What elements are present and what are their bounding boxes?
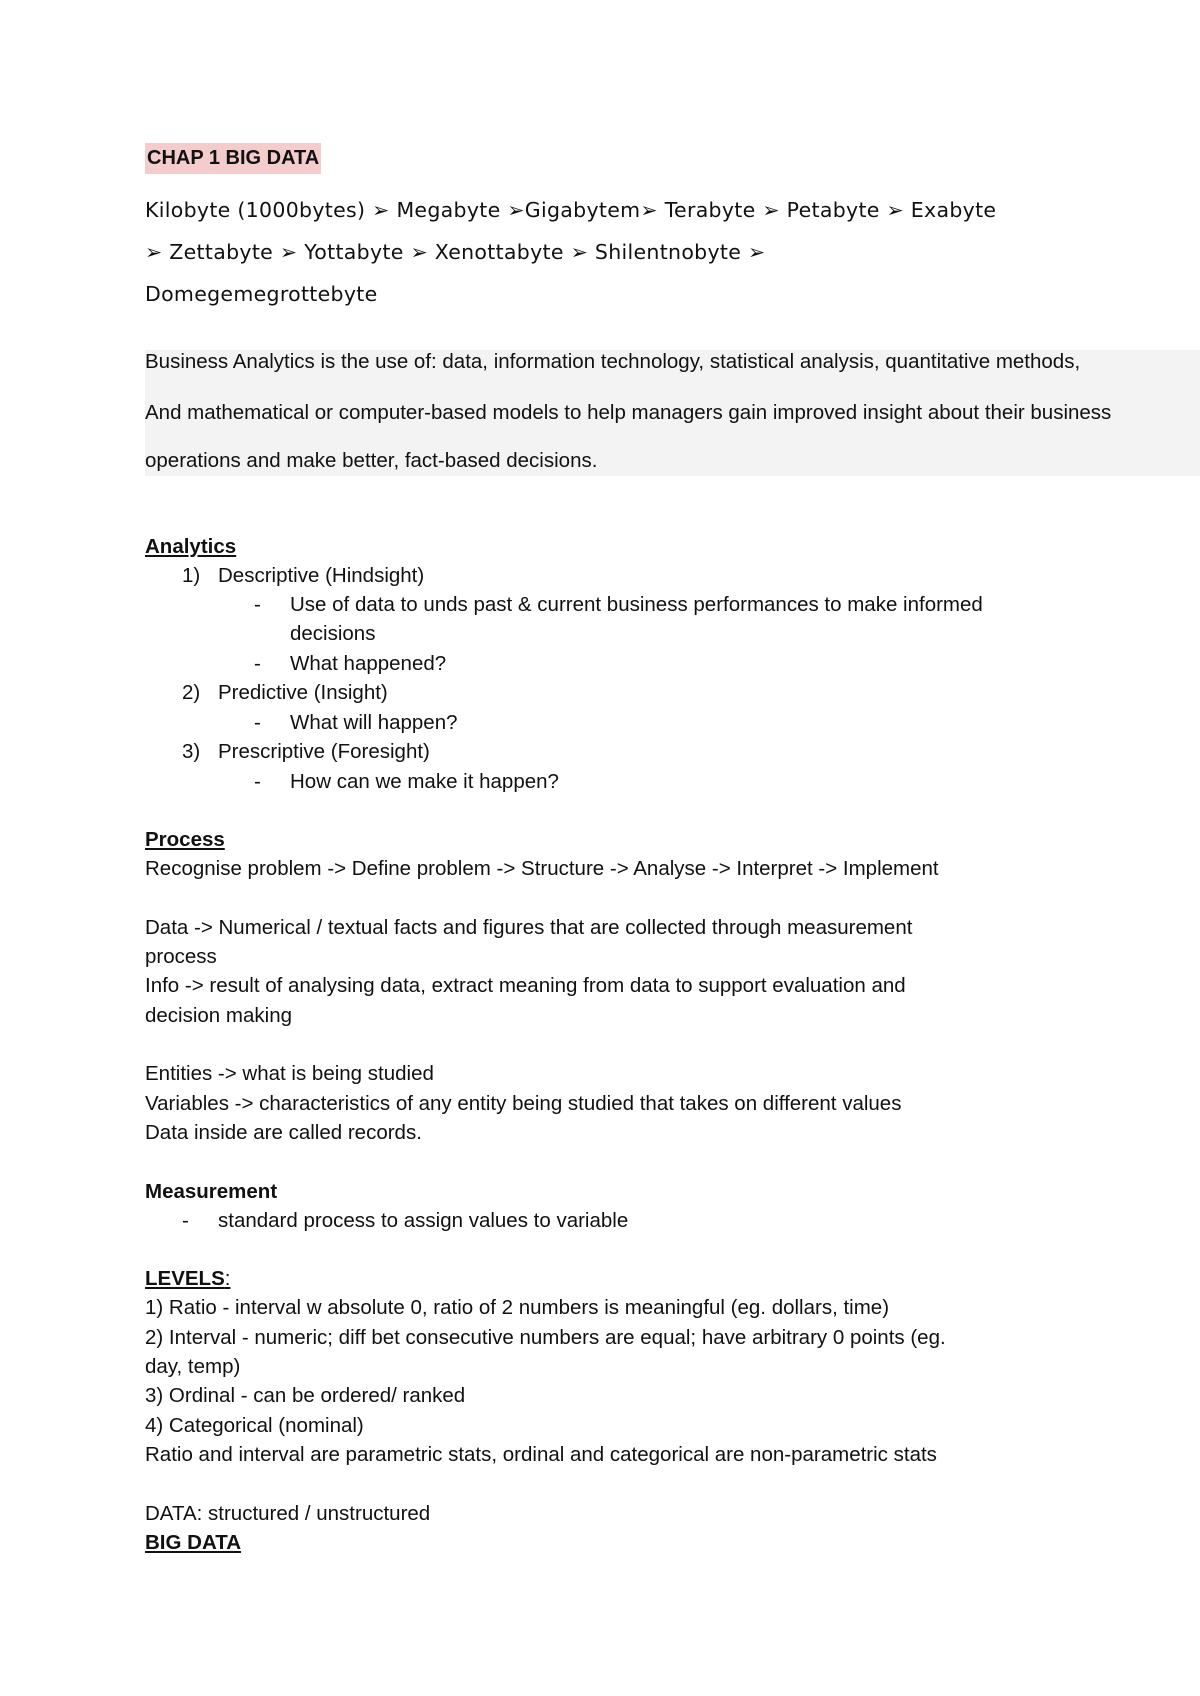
data-types-line: DATA: structured / unstructured [145, 1502, 431, 1525]
levels-heading [145, 1264, 230, 1293]
level-interval-cont: day, temp) [145, 1355, 241, 1378]
info-definition-line: Info -> result of analysing data, extract meaning from data to support evaluation and [145, 974, 906, 997]
page-title: CHAP 1 BIG DATA [145, 143, 321, 174]
process-heading: Process [145, 828, 225, 851]
analytics-sub-item: Use of data to unds past & current business performances to make informed [290, 593, 983, 616]
entities-line: Entities -> what is being studied [145, 1062, 434, 1085]
definition-line-2: And mathematical or computer-based models to help managers gain improved insight about their business [145, 401, 1112, 424]
big-data-heading: BIG DATA [145, 1531, 242, 1554]
definition-line-1: Business Analytics is the use of: data, information technology, statistical analysis, quantitative methods, [145, 350, 1081, 373]
list-number: 2) [182, 681, 201, 704]
analytics-sub-item: How can we make it happen? [290, 770, 559, 793]
analytics-heading: Analytics [145, 535, 237, 558]
data-definition-line: Data -> Numerical / textual facts and figures that are collected through measurement [145, 916, 913, 939]
level-ordinal: 3) Ordinal - can be ordered/ ranked [145, 1384, 466, 1407]
analytics-sub-item-cont: decisions [290, 622, 376, 645]
units-line-2: ➢ Zettabyte ➢ Yottabyte ➢ Xenottabyte ➢ Shilentnobyte ➢ [145, 240, 766, 264]
list-number: 1) [182, 564, 201, 587]
level-ratio: 1) Ratio - interval w absolute 0, ratio of 2 numbers is meaningful (eg. dollars, time) [145, 1296, 890, 1319]
data-definition-line: process [145, 945, 217, 968]
levels-heading-colon: : [224, 1267, 231, 1290]
level-interval: 2) Interval - numeric; diff bet consecutive numbers are equal; have arbitrary 0 points (eg. [145, 1326, 946, 1349]
analytics-item-descriptive: Descriptive (Hindsight) [218, 564, 425, 587]
list-dash: - [254, 711, 261, 734]
analytics-sub-item: What will happen? [290, 711, 458, 734]
analytics-sub-item: What happened? [290, 652, 447, 675]
info-definition-line: decision making [145, 1004, 292, 1027]
list-dash: - [182, 1209, 189, 1232]
measurement-heading: Measurement [145, 1180, 278, 1203]
list-dash: - [254, 770, 261, 793]
analytics-item-prescriptive: Prescriptive (Foresight) [218, 740, 430, 763]
list-dash: - [254, 593, 261, 616]
measurement-item: standard process to assign values to variable [218, 1209, 629, 1232]
definition-line-3: operations and make better, fact-based decisions. [145, 449, 598, 472]
levels-heading-text: LEVELS [145, 1267, 225, 1290]
units-line-3: Domegemegrottebyte [145, 282, 378, 306]
process-line: Recognise problem -> Define problem -> Structure -> Analyse -> Interpret -> Implement [145, 857, 939, 880]
records-line: Data inside are called records. [145, 1121, 422, 1144]
levels-summary: Ratio and interval are parametric stats, ordinal and categorical are non-parametric stats [145, 1443, 937, 1466]
variables-line: Variables -> characteristics of any entity being studied that takes on different values [145, 1092, 902, 1115]
list-dash: - [254, 652, 261, 675]
units-line-1: Kilobyte (1000bytes) ➢ Megabyte ➢Gigabytem➢ Terabyte ➢ Petabyte ➢ Exabyte [145, 198, 997, 222]
list-number: 3) [182, 740, 201, 763]
analytics-item-predictive: Predictive (Insight) [218, 681, 388, 704]
level-categorical: 4) Categorical (nominal) [145, 1414, 364, 1437]
